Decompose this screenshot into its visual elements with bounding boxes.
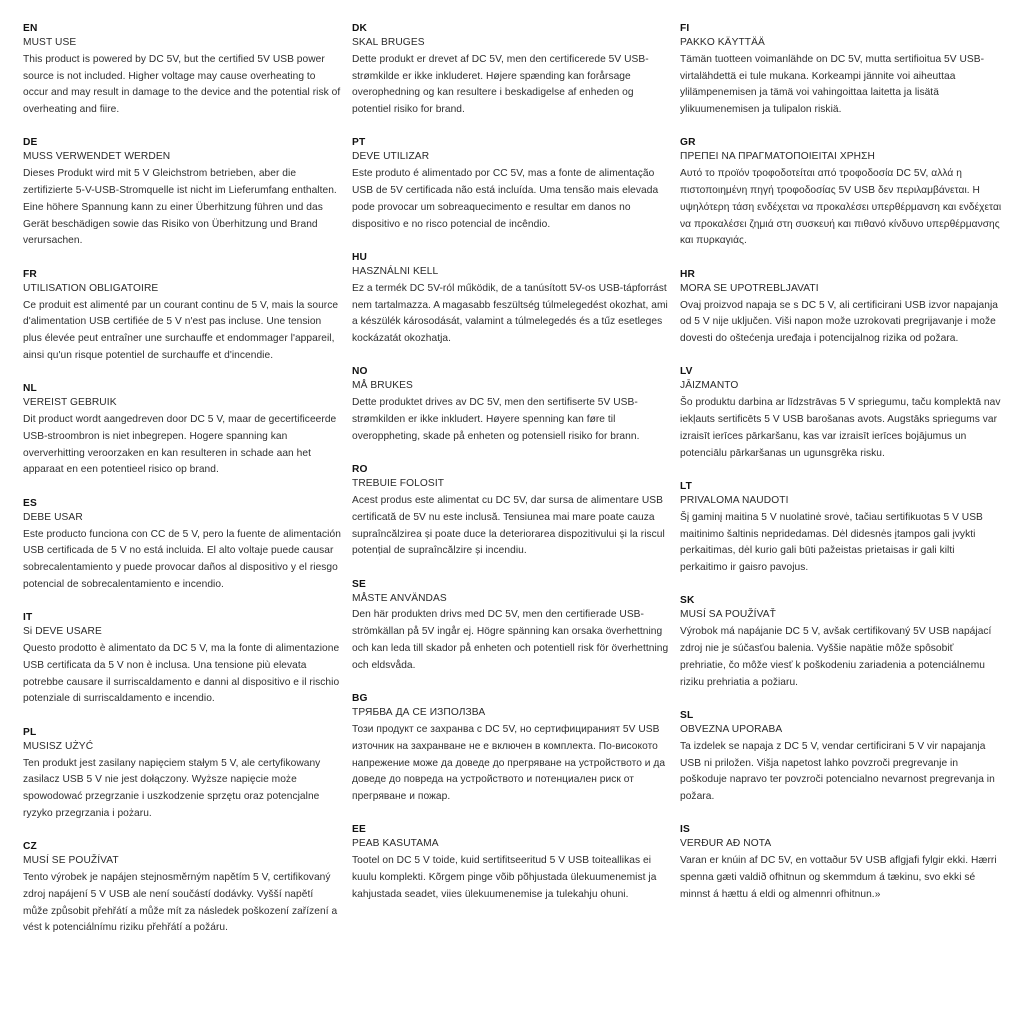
section-es	[23, 497, 341, 594]
section-fi	[680, 22, 1002, 119]
language-code: HR	[680, 268, 696, 280]
section-heading: OBVEZNA UPORABA	[680, 723, 783, 735]
section-text: Este produto é alimentado por CC 5V, mas a fonte de alimentação USB de 5V certificada não está incluída. Uma tensão mais elevada pode provocar um sobreaquecimento e resultar em danos no dispositivo e no risco potencial de incêndio.	[352, 168, 659, 230]
section-ee	[352, 823, 670, 903]
section-pl	[23, 726, 341, 823]
language-code: DE	[23, 137, 38, 149]
section-hu	[352, 251, 670, 348]
section-sl	[680, 709, 1002, 806]
section-text: Dieses Produkt wird mit 5 V Gleichstrom betrieben, aber die zertifizierte 5-V-USB-Stromquelle ist nicht im Lieferumfang enthalten. Eine höhere Spannung kann zu einer Überhitzung führen und das Gerät beschädigen sowie das Risiko von Überhitzung und Brand verursachen.	[23, 168, 337, 247]
section-heading: HASZNÁLNI KELL	[352, 265, 439, 277]
section-heading: MUSÍ SA POUŽÍVAŤ	[680, 609, 776, 621]
section-heading: TREBUIE FOLOSIT	[352, 478, 445, 490]
column-middle	[352, 22, 670, 921]
section-text: This product is powered by DC 5V, but the certified 5V USB power source is not included. Higher voltage may cause overheating to occur and may result in damage to the device and the potential risk of overheating and fiire.	[23, 53, 341, 116]
section-heading: Si DEVE USARE	[23, 626, 102, 638]
section-nl	[23, 382, 341, 479]
section-is	[680, 823, 1002, 903]
section-text: Questo prodotto è alimentato da DC 5 V, ma la fonte di alimentazione USB certificata da 5 V non è inclusa. Una tensione più elevata potrebbe causare il surriscaldamento e danni al dispositivo e il rischio potenziale di surriscaldamento e incendio.	[23, 643, 340, 705]
section-text: Tämän tuotteen voimanlähde on DC 5V, mutta sertifioitua 5V USB-virtalähdettä ei tule mukana. Korkeampi jännite voi aiheuttaa ylilämpenemisen ja tämä voi vahingoittaa laitetta ja lisätä ylikuumenemisen ja tulipalon riskiä.	[680, 53, 985, 116]
section-dk	[352, 22, 670, 119]
section-de	[23, 136, 341, 250]
column-right	[680, 22, 1002, 921]
section-heading: MUSS VERWENDET WERDEN	[23, 151, 171, 163]
section-text: Ovaj proizvod napaja se s DC 5 V, ali certificirani USB izvor napajanja od 5 V nije uključen. Viši napon može uzrokovati pregrijavanje i može dovesti do oštećenja uređaja i potencijalnog rizika od požara.	[680, 299, 999, 345]
section-heading: MÅ BRUKES	[352, 380, 413, 392]
section-text: Dette produkt er drevet af DC 5V, men den certificerede 5V USB-strømkilde er ikke inkluderet. Højere spænding kan forårsage overophedning og kan resultere i beskadigelse af enheden og potentiel risiko for brand.	[352, 53, 649, 116]
section-text: Ce produit est alimenté par un courant continu de 5 V, mais la source d'alimentation USB certifiée de 5 V n'est pas incluse. Une tension plus élevée peut entraîner une surchauffe et endommager l'appareil, ainsi qu'un risque potentiel de surchauffe et d'incendie.	[23, 299, 339, 361]
language-code: FI	[680, 23, 690, 34]
section-heading: PAKKO KÄYTTÄÄ	[680, 37, 765, 48]
section-it	[23, 611, 341, 708]
section-heading: MUSÍ SE POUŽÍVAT	[23, 855, 119, 867]
section-text: Dit product wordt aangedreven door DC 5 V, maar de gecertificeerde USB-stroombron is niet inbegrepen. Hogere spanning kan oververhitting veroorzaken en kan resulteren in schade aan het apparaat en een potentieel risico op brand.	[23, 414, 337, 476]
language-code: GR	[680, 137, 696, 149]
language-code: ES	[23, 497, 37, 509]
section-bg	[352, 692, 670, 806]
section-heading: UTILISATION OBLIGATOIRE	[23, 282, 159, 294]
section-text: Dette produktet drives av DC 5V, men den sertifiserte 5V USB-strømkilden er ikke inkludert. Høyere spenning kan føre til overoppheting, skade på enheten og potensiell risiko for brann.	[352, 397, 640, 442]
section-text: Ta izdelek se napaja z DC 5 V, vendar certificirani 5 V vir napajanja USB ni priložen. Višja napetost lahko povzroči pregrevanje in poškoduje napravo ter povzroči potencialno nevarnost pregrevanja in požara.	[680, 740, 995, 803]
language-code: PL	[23, 726, 37, 738]
language-code: FR	[23, 268, 37, 280]
column-left	[23, 22, 341, 955]
language-code: IS	[680, 824, 691, 836]
section-text: Šį gaminį maitina 5 V nuolatinė srovė, tačiau sertifikuotas 5 V USB maitinimo šaltinis nepridedamas. Dėl didesnės įtampos gali įvykti perkaitimas, dėl kurio gali būti pažeistas prietaisas ir gali kilti perkaitimo ir gaisro pavojus.	[680, 511, 983, 574]
language-code: RO	[352, 464, 368, 476]
section-sk	[680, 594, 1002, 691]
section-text: Ez a termék DC 5V-ról működik, de a tanúsított 5V-os USB-tápforrást nem tartalmazza. A magasabb feszültség túlmelegedést okozhat, ami a készülék károsodását, valamint a túlmelegedés és a tűz esetleges kockázatát okozhatja.	[352, 282, 668, 345]
language-code: CZ	[23, 841, 37, 853]
section-gr	[680, 136, 1002, 250]
section-lt	[680, 480, 1002, 577]
language-code: NL	[23, 383, 37, 395]
section-heading: MUST USE	[23, 37, 77, 48]
section-heading: DEVE UTILIZAR	[352, 151, 430, 163]
section-text: Výrobok má napájanie DC 5 V, avšak certifikovaný 5V USB napájací zdroj nie je súčasťou balenia. Vyššie napätie môže spôsobiť prehriatie, čo môže viesť k poškodeniu zariadenia a potenciálnemu riziku prehriatia a požiaru.	[680, 626, 992, 688]
section-cz	[23, 840, 341, 937]
section-text: Ten produkt jest zasilany napięciem stałym 5 V, ale certyfikowany zasilacz USB 5 V nie jest dołączony. Wyższe napięcie może spowodować przegrzanie i uszkodzenie sprzętu oraz potencjalne ryzyko przegrzania i pożaru.	[23, 757, 321, 819]
section-heading: ΠΡΕΠΕΙ ΝΑ ΠΡΑΓΜΑΤΟΠΟΙΕΙΤΑΙ ΧΡΗΣΗ	[680, 151, 875, 163]
language-code: EE	[352, 824, 366, 836]
section-se	[352, 578, 670, 675]
section-no	[352, 365, 670, 445]
language-code: EN	[23, 23, 38, 34]
section-heading: MÅSTE ANVÄNDAS	[352, 592, 447, 604]
section-text: Šo produktu darbina ar līdzstrāvas 5 V spriegumu, taču komplektā nav iekļauts sertificēts 5 V USB barošanas avots. Augstāks spriegums var izraisīt ierīces pārkaršanu, kas var izraisīt ierīces bojājumus un potenciālu pārkaršanas un ugunsgrēka risku.	[680, 397, 1001, 459]
section-heading: ТРЯБВА ДА СЕ ИЗПОЛЗВА	[352, 707, 486, 719]
language-code: SL	[680, 709, 694, 721]
language-code: LV	[680, 366, 693, 378]
section-text: Този продукт се захранва с DC 5V, но сертифицираният 5V USB източник на захранване не е включен в комплекта. По-високото напрежение може да доведе до прегряване на устройството и да доведе до повреда на устройството и потенциален риск от прегряване и пожар.	[352, 723, 666, 803]
language-code: LT	[680, 480, 693, 492]
section-heading: MORA SE UPOTREBLJAVATI	[680, 282, 819, 294]
section-text: Αυτό το προϊόν τροφοδοτείται από τροφοδοσία DC 5V, αλλά η πιστοποιημένη πηγή τροφοδοσίας 5V USB δεν περιλαμβάνεται. Η υψηλότερη τάση ενδέχεται να προκαλέσει υπερθέρμανση και ενδέχεται να προκαλέσει ζημιά στη συσκευή και πιθανό κίνδυνο υπερθέρμανσης και πυρκαγιάς.	[680, 168, 1002, 247]
language-code: IT	[23, 612, 33, 624]
section-text: Acest produs este alimentat cu DC 5V, dar sursa de alimentare USB certificată de 5V nu este inclusă. Tensiunea mai mare poate cauza supraîncălzirea și poate duce la deteriorarea dispozitivului și la riscul potențial de supraîncălzire și incendiu.	[352, 494, 665, 557]
section-en	[23, 22, 341, 119]
section-fr	[23, 268, 341, 365]
section-heading: MUSISZ UŻYĆ	[23, 740, 94, 752]
language-code: HU	[352, 251, 368, 263]
section-pt	[352, 136, 670, 233]
section-heading: PRIVALOMA NAUDOTI	[680, 494, 789, 506]
section-ro	[352, 463, 670, 560]
section-heading: JĀIZMANTO	[680, 380, 739, 392]
language-code: SE	[352, 578, 366, 590]
section-text: Tootel on DC 5 V toide, kuid sertifitseeritud 5 V USB toiteallikas ei kuulu komplekti. Kõrgem pinge võib põhjustada ülekuumenemist ja kahjustada seadet, viies ülekuumenemise ja tulekahju ohuni.	[352, 855, 657, 900]
section-text: Den här produkten drivs med DC 5V, men den certifierade USB-strömkällan på 5V ingår ej. Högre spänning kan orsaka överhettning och kan leda till skador på enheten och potentiell risk för överhettning och eldsvåda.	[352, 609, 669, 671]
section-text: Tento výrobek je napájen stejnosměrným napětím 5 V, certifikovaný zdroj napájení 5 V USB ale není součástí dodávky. Vyšší napětí může způsobit přehřátí a může mít za následek poškození zařízení a vést k potenciálnímu riziku přehřátí a požáru.	[23, 871, 338, 934]
section-heading: VEREIST GEBRUIK	[23, 397, 117, 409]
section-heading: SKAL BRUGES	[352, 37, 425, 48]
section-text: Varan er knúin af DC 5V, en vottaður 5V USB aflgjafi fylgir ekki. Hærri spenna gæti valdið ofhitnun og skemmdum á tækinu, svo ekki sé minnst á hættu á eldi og almennri ofhitnun.»	[680, 855, 997, 900]
section-heading: DEBE USAR	[23, 511, 83, 523]
language-code: DK	[352, 23, 368, 34]
language-code: BG	[352, 693, 368, 705]
language-code: PT	[352, 137, 366, 149]
language-code: SK	[680, 595, 695, 607]
section-text: Este producto funciona con CC de 5 V, pero la fuente de alimentación USB certificada de 5 V no está incluida. El alto voltaje puede causar sobrecalentamiento y puede provocar daños al dispositivo y el riesgo potencial de sobrecalentamiento e incendio.	[23, 528, 341, 590]
section-lv	[680, 365, 1002, 462]
section-heading: PEAB KASUTAMA	[352, 838, 439, 850]
section-heading: VERÐUR AÐ NOTA	[680, 838, 772, 850]
section-hr	[680, 268, 1002, 348]
language-code: NO	[352, 366, 368, 378]
